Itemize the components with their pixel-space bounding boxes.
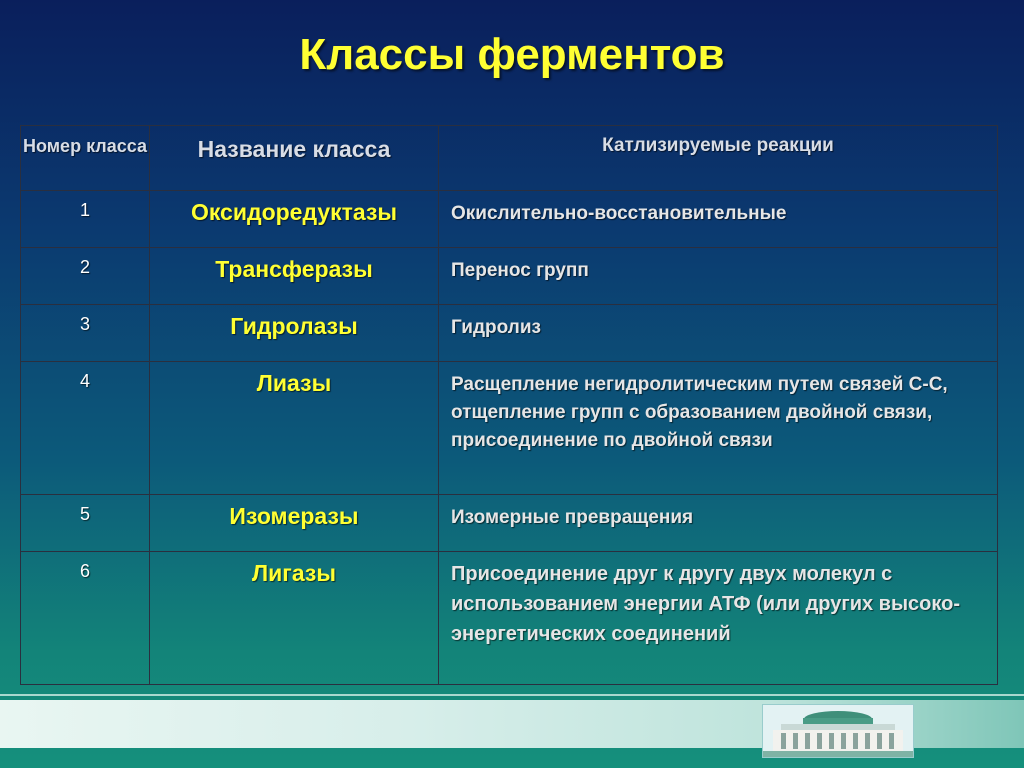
class-reaction: Гидролиз [439, 305, 998, 362]
table-row [21, 191, 998, 248]
class-number: 6 [21, 552, 150, 685]
table-row [21, 248, 998, 305]
class-number: 3 [21, 305, 150, 362]
class-name: Гидролазы [150, 305, 439, 362]
class-number: 1 [21, 191, 150, 248]
enzyme-classes-table [20, 125, 998, 685]
footer-divider [0, 694, 1024, 696]
table-row [21, 305, 998, 362]
table-header-row [21, 126, 998, 191]
class-reaction: Перенос групп [439, 248, 998, 305]
class-name: Лиазы [150, 362, 439, 495]
header-name: Название класса [150, 126, 439, 191]
class-reaction: Присоединение друг к другу двух молекул с использованием энергии АТФ (или других высоко-энергетических соединений [439, 552, 998, 685]
header-number: Номер класса [21, 126, 150, 191]
class-name: Трансферазы [150, 248, 439, 305]
table-row [21, 495, 998, 552]
class-number: 5 [21, 495, 150, 552]
class-reaction: Окислительно-восстановительные [439, 191, 998, 248]
class-name: Лигазы [150, 552, 439, 685]
header-reactions: Катлизируемые реакции [439, 126, 998, 191]
class-reaction: Изомерные превращения [439, 495, 998, 552]
slide-title: Классы ферментов [299, 30, 725, 79]
class-reaction: Расщепление негидролитическим путем связей С-С, отщепление групп с образованием двойной связи, присоединение по двойной связи [439, 362, 998, 495]
class-number: 4 [21, 362, 150, 495]
table-row [21, 362, 998, 495]
table-row [21, 552, 998, 685]
class-name: Оксидоредуктазы [150, 191, 439, 248]
class-name: Изомеразы [150, 495, 439, 552]
class-number: 2 [21, 248, 150, 305]
building-logo-icon [762, 704, 914, 758]
